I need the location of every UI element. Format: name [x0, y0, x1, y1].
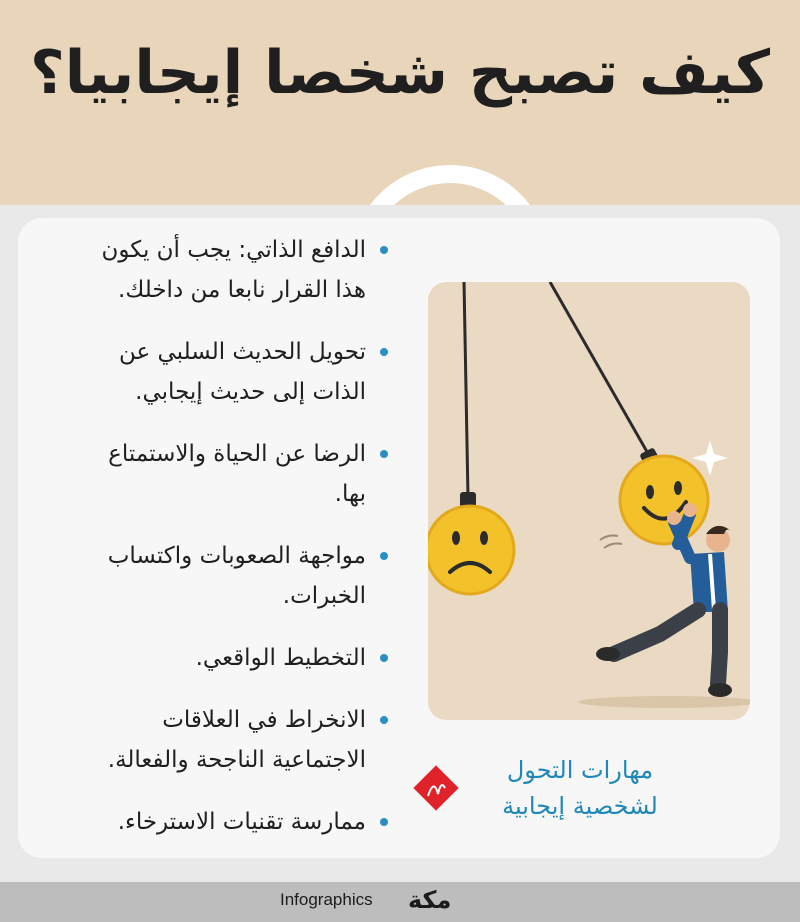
happy-face-icon: [620, 456, 708, 544]
tip-text: تحويل الحديث السلبي عن: [118, 339, 366, 365]
tip-text: الخبرات.: [282, 583, 366, 609]
tips-list: [40, 230, 390, 864]
page-title: كيف تصبح شخصا إيجابيا؟: [29, 38, 770, 108]
pendulum-illustration: [428, 282, 750, 720]
list-item: [40, 638, 390, 678]
tip-text: الرضا عن الحياة والاستمتاع: [108, 441, 366, 467]
tip-text: بها.: [334, 481, 366, 507]
brand-logo: مكة: [408, 886, 452, 914]
caption-line: مهارات التحول: [506, 756, 654, 784]
caption-line: لشخصية إيجابية: [502, 792, 658, 820]
tip-text: الذات إلى حديث إيجابي.: [135, 379, 366, 405]
tip-text: الاجتماعية الناجحة والفعالة.: [107, 747, 366, 773]
tip-text: الانخراط في العلاقات: [162, 707, 366, 733]
tip-text: مواجهة الصعوبات واكتساب: [107, 543, 366, 569]
illustration-caption: [480, 752, 680, 824]
bullet-dot-icon: [380, 818, 388, 826]
bullet-dot-icon: [380, 450, 388, 458]
bullet-dot-icon: [380, 246, 388, 254]
list-item: [40, 700, 390, 780]
footer-label: Infographics: [280, 890, 373, 909]
list-item: [40, 536, 390, 616]
list-item: [40, 434, 390, 514]
footer-bar: [0, 882, 800, 922]
decorative-arc: [350, 165, 550, 205]
tip-text: هذا القرار نابعا من داخلك.: [118, 277, 366, 303]
header-band: [0, 0, 800, 205]
pendulum-scene: [428, 282, 750, 720]
tip-text: التخطيط الواقعي.: [195, 645, 366, 671]
list-item: [40, 802, 390, 842]
bullet-dot-icon: [380, 716, 388, 724]
tip-text: ممارسة تقنيات الاسترخاء.: [117, 809, 366, 835]
bullet-dot-icon: [380, 654, 388, 662]
list-item: [40, 332, 390, 412]
tip-text: الدافع الذاتي: يجب أن يكون: [101, 237, 366, 263]
bullet-dot-icon: [380, 348, 388, 356]
bullet-dot-icon: [380, 552, 388, 560]
sad-face-icon: [428, 506, 514, 594]
list-item: [40, 230, 390, 310]
red-stamp-icon: [410, 762, 462, 814]
